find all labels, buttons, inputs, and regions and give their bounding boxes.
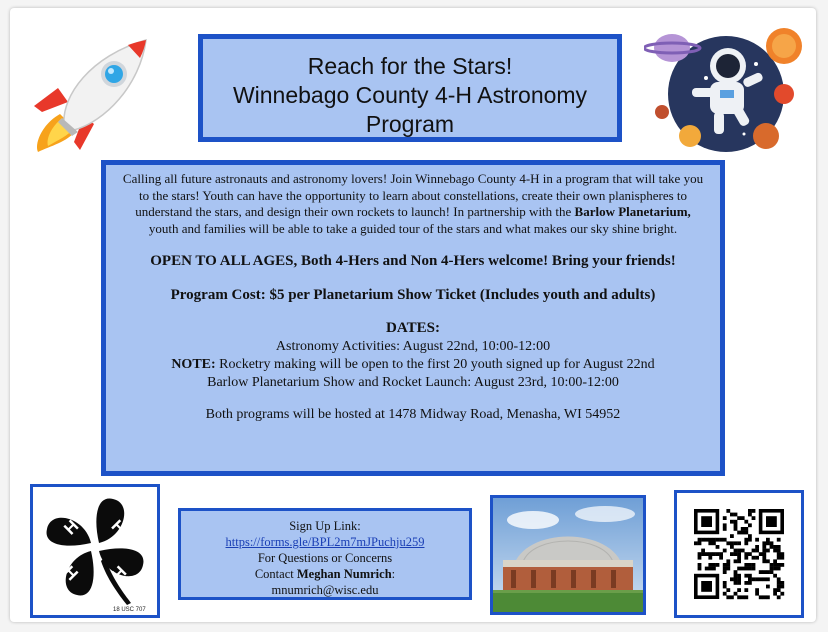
title-line-3: Program [365,111,455,137]
title-line-2: Winnebago County 4-H Astronomy [232,82,588,108]
four-h-clover-icon [33,487,157,615]
intro-text-1: Calling all future astronauts and astronomy lovers! Join Winnebago County 4-H in a program that will take you to the stars! Youth can have the opportunity to learn about constellations, create their own planispheres to understand the stars, and design their own rockets to launch! In partnership with the [122,171,704,219]
contact-name: Meghan Numrich [296,567,392,581]
qr-code-icon[interactable] [677,493,801,615]
program-details-box [101,160,725,476]
rocketry-note [120,356,706,374]
planetarium-photo [490,495,646,615]
clover-letter-2: H [107,516,130,539]
open-to-all-text: OPEN TO ALL AGES, Both 4-Hers and Non 4-Hers welcome! Bring your friends! [150,253,676,269]
qr-code-box[interactable] [674,490,804,618]
planetarium-show-date: Barlow Planetarium Show and Rocket Launch: August 23rd, 10:00-12:00 [207,375,619,390]
signup-link[interactable]: https://forms.gle/BPL2m7mJPuchju259 [225,535,425,549]
clover-letter-3: H [59,562,82,585]
contact-prefix: Contact [254,567,297,581]
intro-planetarium-name: Barlow Planetarium, [574,204,691,219]
intro-paragraph [120,171,706,237]
location-text: Both programs will be hosted at 1478 Midway Road, Menasha, WI 54952 [205,407,621,422]
activities-date: Astronomy Activities: August 22nd, 10:00-12:00 [275,339,551,354]
questions-text: For Questions or Concerns [257,551,393,565]
logo-caption: 18 USC 707 [113,607,146,613]
contact-line [181,566,469,582]
four-h-logo-box [30,484,160,618]
contact-email: mnumrich@wisc.edu [271,583,379,597]
rocket-icon [28,26,166,158]
note-text: Rocketry making will be open to the first 20 youth signed up for August 22nd [215,357,655,372]
title-box [198,34,622,142]
title-line-1: Reach for the Stars! [307,53,513,79]
clover-letter-1: H [60,516,83,539]
intro-text-2: youth and families will be able to take a guided tour of the stars and what makes our sky shine bright. [148,220,678,236]
signup-label: Sign Up Link: [289,519,361,533]
program-cost-text: Program Cost: $5 per Planetarium Show Ticket (Includes youth and adults) [170,287,656,303]
dates-heading: DATES: [386,320,440,336]
contact-suffix: : [391,567,396,581]
clover-letter-4: H [108,562,131,585]
note-label: NOTE: [171,357,216,372]
signup-box [178,508,472,600]
astronaut-icon [644,24,804,156]
